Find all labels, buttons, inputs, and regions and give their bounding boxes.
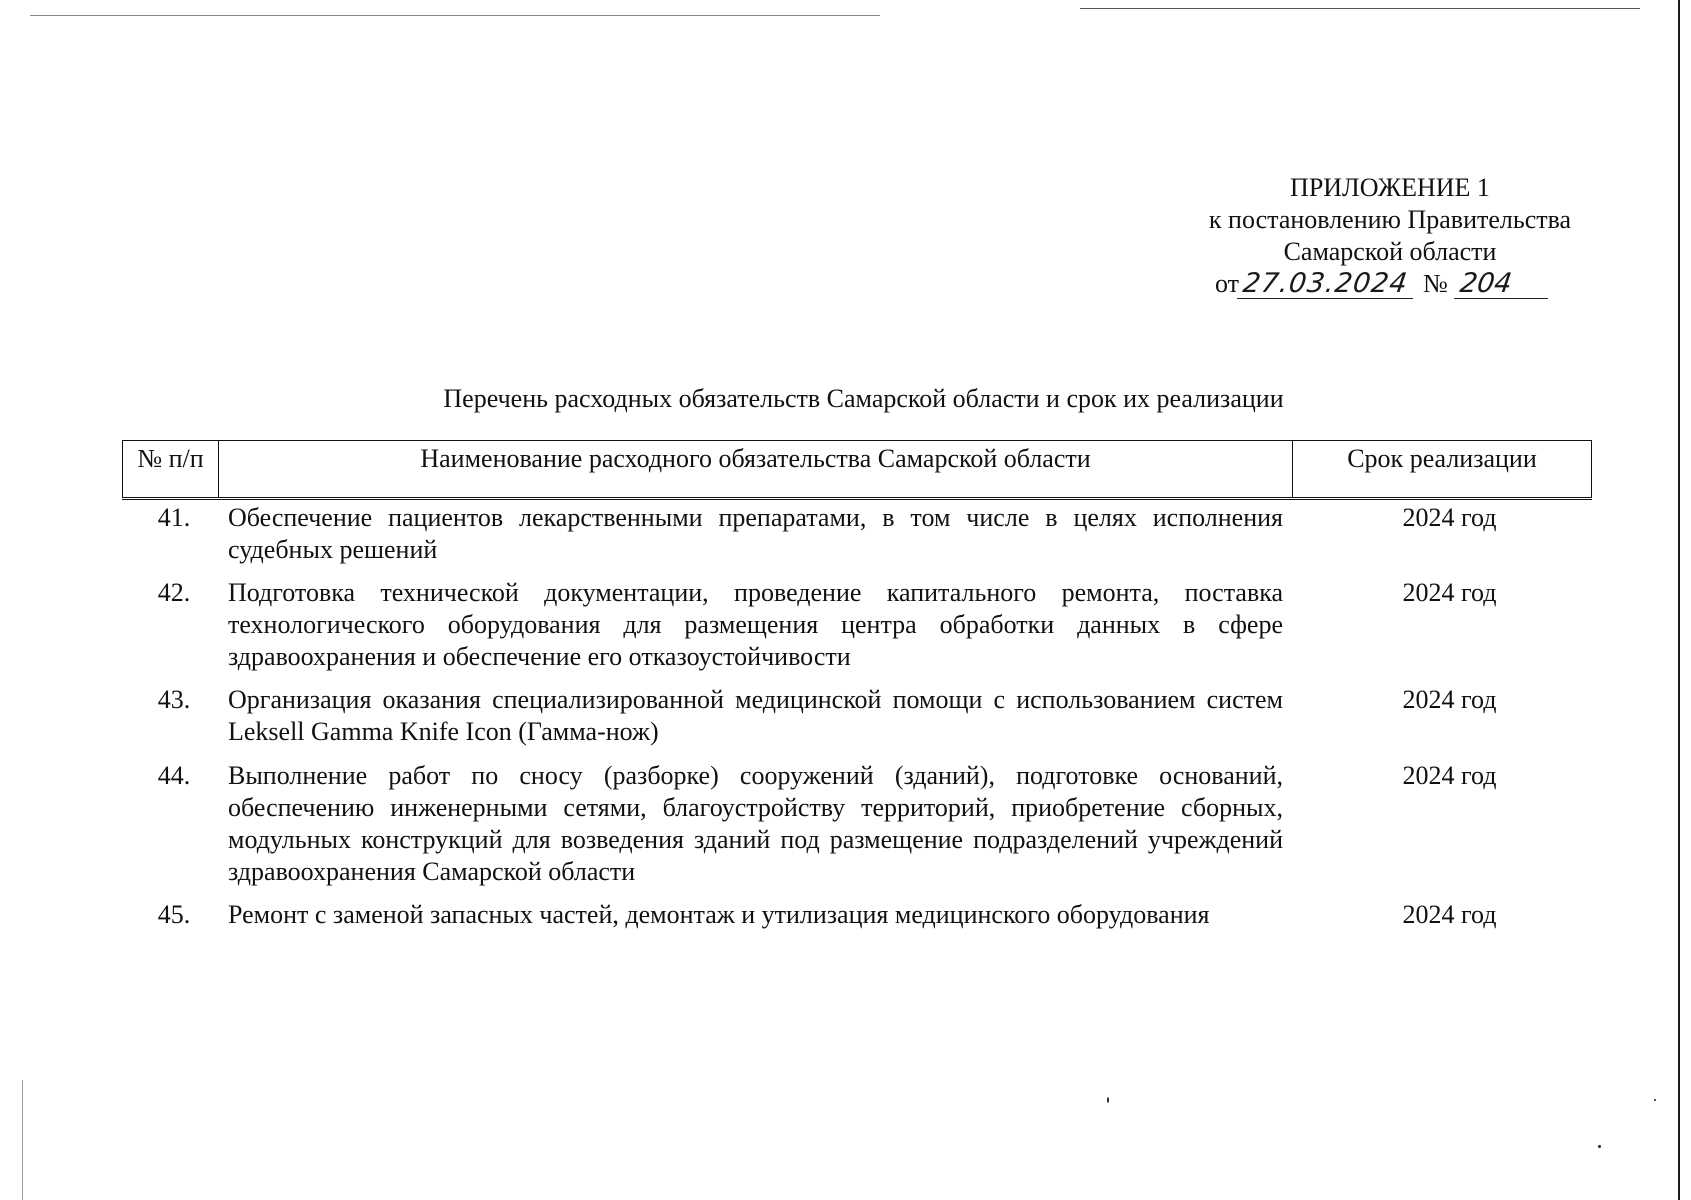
row-term: 2024 год xyxy=(1402,503,1497,532)
table-row xyxy=(122,502,1592,566)
scan-artifact-line xyxy=(30,15,880,16)
table-header xyxy=(122,440,1592,498)
row-term: 2024 год xyxy=(1402,900,1497,929)
appendix-title: ПРИЛОЖЕНИЕ 1 xyxy=(1290,173,1490,202)
header-term: Срок реализации xyxy=(1347,444,1537,473)
appendix-header xyxy=(1160,172,1620,302)
document-title: Перечень расходных обязательств Самарской области и срок их реализации xyxy=(443,384,1284,413)
date-prefix: от xyxy=(1215,269,1240,298)
row-name: Выполнение работ по сносу (разборке) сооружений (зданий), подготовке оснований, обеспечению инженерными сетями, благоустройству территорий, приобретение сборных, модульных конструкций для возведения зданий под размещение подразделений учреждений здравоохранения Самарской области xyxy=(228,761,1283,886)
table-row xyxy=(122,899,1592,931)
appendix-line-decree: к постановлению Правительства xyxy=(1208,205,1572,234)
header-name: Наименование расходного обязательства Самарской области xyxy=(219,441,1293,497)
table-header-rule xyxy=(122,497,1592,500)
table-row xyxy=(122,760,1592,888)
row-number: 42. xyxy=(157,578,191,607)
scan-artifact-edge xyxy=(1678,0,1680,1200)
row-number: 44. xyxy=(157,761,191,790)
handwritten-number: 204 xyxy=(1454,270,1552,299)
scan-speck xyxy=(1654,1099,1656,1101)
row-term: 2024 год xyxy=(1402,685,1497,714)
table-row xyxy=(122,684,1592,748)
row-name: Организация оказания специализированной медицинской помощи с использованием систем Leksell Gamma Knife Icon (Гамма-нож) xyxy=(228,685,1283,746)
scan-artifact-edge xyxy=(22,1080,23,1200)
appendix-line-region: Самарской области xyxy=(1283,237,1497,266)
table-row xyxy=(122,577,1592,673)
row-term: 2024 год xyxy=(1402,578,1497,607)
appendix-date-row xyxy=(1160,268,1620,302)
handwritten-date: 27.03.2024 xyxy=(1237,270,1417,299)
scan-artifact-line xyxy=(1080,8,1640,9)
row-number: 43. xyxy=(157,685,191,714)
number-sign: № xyxy=(1423,269,1448,298)
scan-speck xyxy=(1107,1097,1109,1103)
row-number: 45. xyxy=(157,900,191,929)
row-name: Ремонт с заменой запасных частей, демонтаж и утилизация медицинского оборудования xyxy=(228,900,1210,929)
row-number: 41. xyxy=(157,503,191,532)
scan-speck xyxy=(1598,1145,1601,1148)
header-number: № п/п xyxy=(123,441,219,497)
row-name: Обеспечение пациентов лекарственными препаратами, в том числе в целях исполнения судебных решений xyxy=(228,503,1283,564)
row-name: Подготовка технической документации, проведение капитального ремонта, поставка технологического оборудования для размещения центра обработки данных в сфере здравоохранения и обеспечение его отказоустойчивости xyxy=(228,578,1283,671)
row-term: 2024 год xyxy=(1402,761,1497,790)
